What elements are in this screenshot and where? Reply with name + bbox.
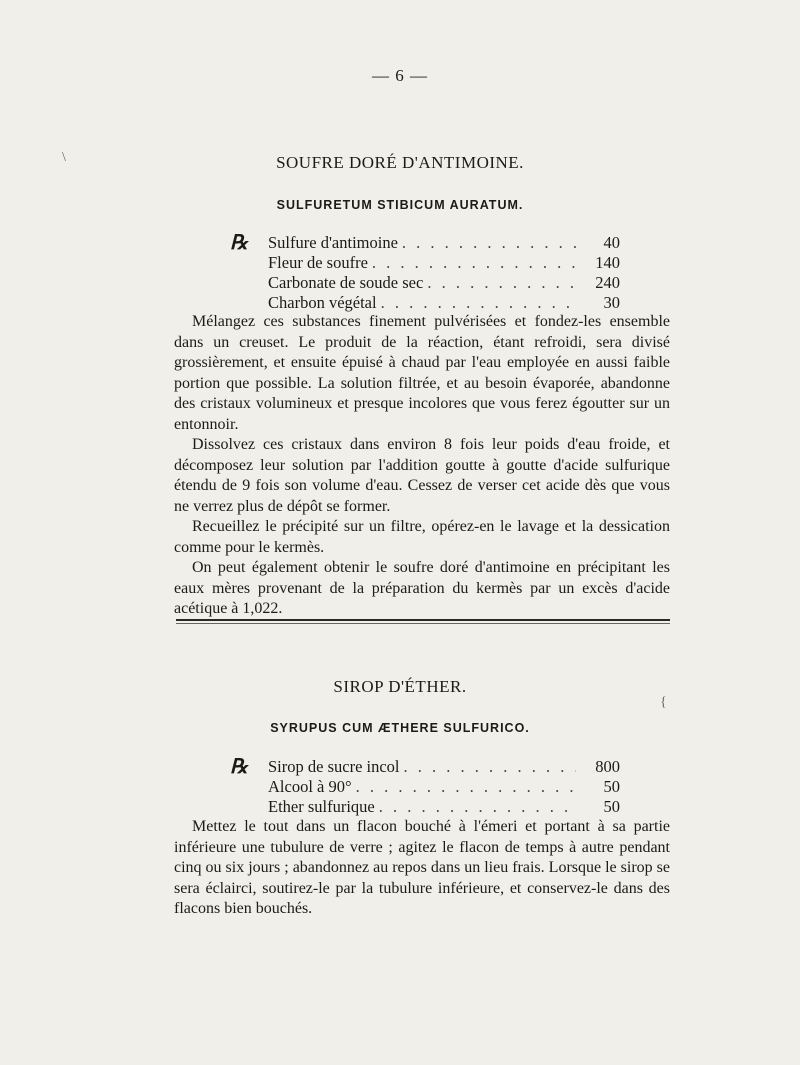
leader-dots: [398, 233, 576, 253]
instructions-text: [174, 817, 670, 920]
paragraph: Recueillez le précipité sur un filtre, opérez-en le lavage et la dessication comme pour le kermès.: [174, 518, 670, 556]
recipe-row: [268, 777, 620, 797]
ingredient-name: Fleur de soufre: [268, 253, 368, 272]
ingredient-name: Ether sulfurique: [268, 797, 375, 816]
recipe-row: [268, 293, 620, 313]
ingredient-name: Charbon végétal: [268, 293, 377, 312]
section-title-sirop: SIROP D'ÉTHER.: [333, 677, 467, 696]
ingredient-qty: 800: [595, 757, 620, 776]
section-divider: [176, 619, 670, 621]
stray-mark: {: [660, 695, 667, 710]
ingredient-name: Carbonate de soude sec: [268, 273, 424, 292]
paragraph: Mélangez ces substances finement pulvérisées et fondez-les ensemble dans un creuset. Le produit de la réaction, étant refroidi, sera divisé grossièrement, et ensuite épuisé à chaud par l'eau employée en aussi faible portion que possible. La solution filtrée, et au besoin évaporée, abandonne des cristaux volumineux et presque incolores que vous ferez égoutter sur un entonnoir.: [174, 313, 670, 433]
recipe-list: [230, 233, 620, 313]
leader-dots: [423, 273, 576, 293]
paragraph: On peut également obtenir le soufre doré d'antimoine en précipitant les eaux mères provenant de la préparation du kermès par un excès d'acide acétique à 1,022.: [174, 559, 670, 617]
section-subtitle-latin: SYRUPUS CUM ÆTHERE SULFURICO.: [270, 721, 530, 735]
recipe-row: [268, 233, 620, 253]
recipe-row: [268, 797, 620, 817]
ingredient-name: Alcool à 90°: [268, 777, 352, 796]
ingredient-qty: 40: [603, 233, 620, 252]
section-subtitle-latin: SULFURETUM STIBICUM AURATUM.: [276, 198, 524, 212]
recipe-list: [230, 757, 620, 817]
paragraph: Dissolvez ces cristaux dans environ 8 fois leur poids d'eau froide, et décomposez leur solution par l'addition goutte à goutte d'acide sulfurique étendu de 9 fois son volume d'eau. Cessez de verser cet acide dès que vous ne verrez plus de dépôt se former.: [174, 436, 670, 515]
paragraph: Mettez le tout dans un flacon bouché à l'émeri et portant à sa partie inférieure une tubulure de verre ; agitez le flacon de temps à autre pendant cinq ou six jours ; abandonnez au repos dans un lieu frais. Lorsque le sirop se sera éclairci, soutirez-le par la tubulure inférieure, et conservez-le dans des flacons bien bouchés.: [174, 818, 670, 917]
section-title-soufre: SOUFRE DORÉ D'ANTIMOINE.: [276, 153, 524, 172]
ingredient-name: Sulfure d'antimoine: [268, 233, 398, 252]
stray-mark: \: [62, 150, 66, 165]
leader-dots: [368, 253, 576, 273]
recipe-row: [268, 273, 620, 293]
ingredient-name: Sirop de sucre incol: [268, 757, 400, 776]
section-divider: [176, 623, 670, 624]
leader-dots: [400, 757, 576, 777]
page-number: — 6 —: [372, 66, 428, 85]
leader-dots: [375, 797, 576, 817]
leader-dots: [377, 293, 576, 313]
ingredient-qty: 50: [603, 777, 620, 796]
ingredient-qty: 140: [595, 253, 620, 272]
recipe-row: [268, 253, 620, 273]
leader-dots: [352, 777, 576, 797]
ingredient-qty: 30: [603, 293, 620, 312]
ingredient-qty: 240: [595, 273, 620, 292]
recipe-symbol: ℞: [230, 756, 248, 778]
ingredient-qty: 50: [603, 797, 620, 816]
instructions-text: [174, 312, 670, 620]
recipe-row: [268, 757, 620, 777]
recipe-symbol: ℞: [230, 232, 248, 254]
